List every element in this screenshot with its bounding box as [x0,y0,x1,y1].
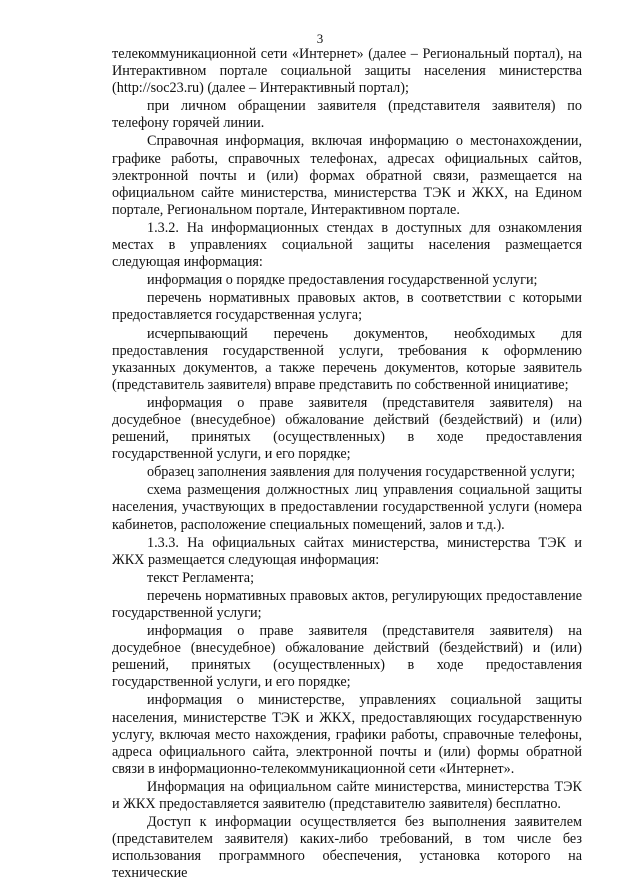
list-item-paragraph: схема размещения должностных лиц управления социальной защиты населения, участвующих в предоставлении государственной услуги (номера кабинетов, расположение специальных помещений, залов и т.д.). [112,482,582,533]
list-item-paragraph: перечень нормативных правовых актов, в соответствии с которыми предоставляется государственная услуга; [112,290,582,324]
list-item-paragraph: текст Регламента; [147,569,255,586]
list-item-paragraph: перечень нормативных правовых актов, регулирующих предоставление государственной услуги; [112,587,582,621]
document-body [112,46,582,884]
section-paragraph: 1.3.2. На информационных стендах в доступных для ознакомления местах в управлениях социальной защиты населения размещается следующая информация: [112,219,582,271]
list-item-paragraph: информация о порядке предоставления государственной услуги; [147,272,538,289]
paragraph: телекоммуникационной сети «Интернет» (далее – Региональный портал), на Интерактивном портале социальной защиты населения министерства (http://soc23.ru) (далее – Интерактивный портал); [112,46,582,97]
list-item-paragraph: образец заполнения заявления для получения государственной услуги; [147,464,576,481]
paragraph: Доступ к информации осуществляется без выполнения заявителем (представителем заявителя) каких-либо требований, в том числе без использования программного обеспечения, установка которого на технические [112,814,582,882]
list-item-paragraph: исчерпывающий перечень документов, необходимых для предоставления государственной услуги, требования к оформлению указанных документов, а также перечень документов, которые заявитель (представитель заявителя) вправе представить по собственной инициативе; [112,325,582,393]
list-item-paragraph: информация о праве заявителя (представителя заявителя) на досудебное (внесудебное) обжалование действий (бездействий) и (или) решений, принятых (осуществленных) в ходе предоставления государственной услуги, и его порядке; [112,623,582,691]
list-item-paragraph: информация о праве заявителя (представителя заявителя) на досудебное (внесудебное) обжалование действий (бездействий) и (или) решений, принятых (осуществленных) в ходе предоставления государственной услуги, и его порядке; [112,394,582,463]
list-item-paragraph: информация о министерстве, управлениях социальной защиты населения, министерстве ТЭК и ЖКХ, предоставляющих государственную услугу, включая место нахождения, графики работы, справочные телефоны, адреса официального сайта, электронной почты и (или) формы обратной связи в информационно-телекоммуникационной сети «Интернет». [112,692,582,777]
paragraph: Справочная информация, включая информацию о местонахождении, графике работы, справочных телефонах, адресах официальных сайтов, электронной почты и (или) формах обратной связи, размещается на официальном сайте министерства, министерства ТЭК и ЖКХ, на Едином портале, Региональном портале, Интерактивном портале. [112,133,582,218]
paragraph: при личном обращении заявителя (представителя заявителя) по телефону горячей линии. [112,98,582,132]
section-paragraph: 1.3.3. На официальных сайтах министерства, министерства ТЭК и ЖКХ размещается следующая информация: [112,534,582,568]
paragraph: Информация на официальном сайте министерства, министерства ТЭК и ЖКХ предоставляется заявителю (представителю заявителя) бесплатно. [112,778,582,813]
page-number: 3 [316,31,324,46]
